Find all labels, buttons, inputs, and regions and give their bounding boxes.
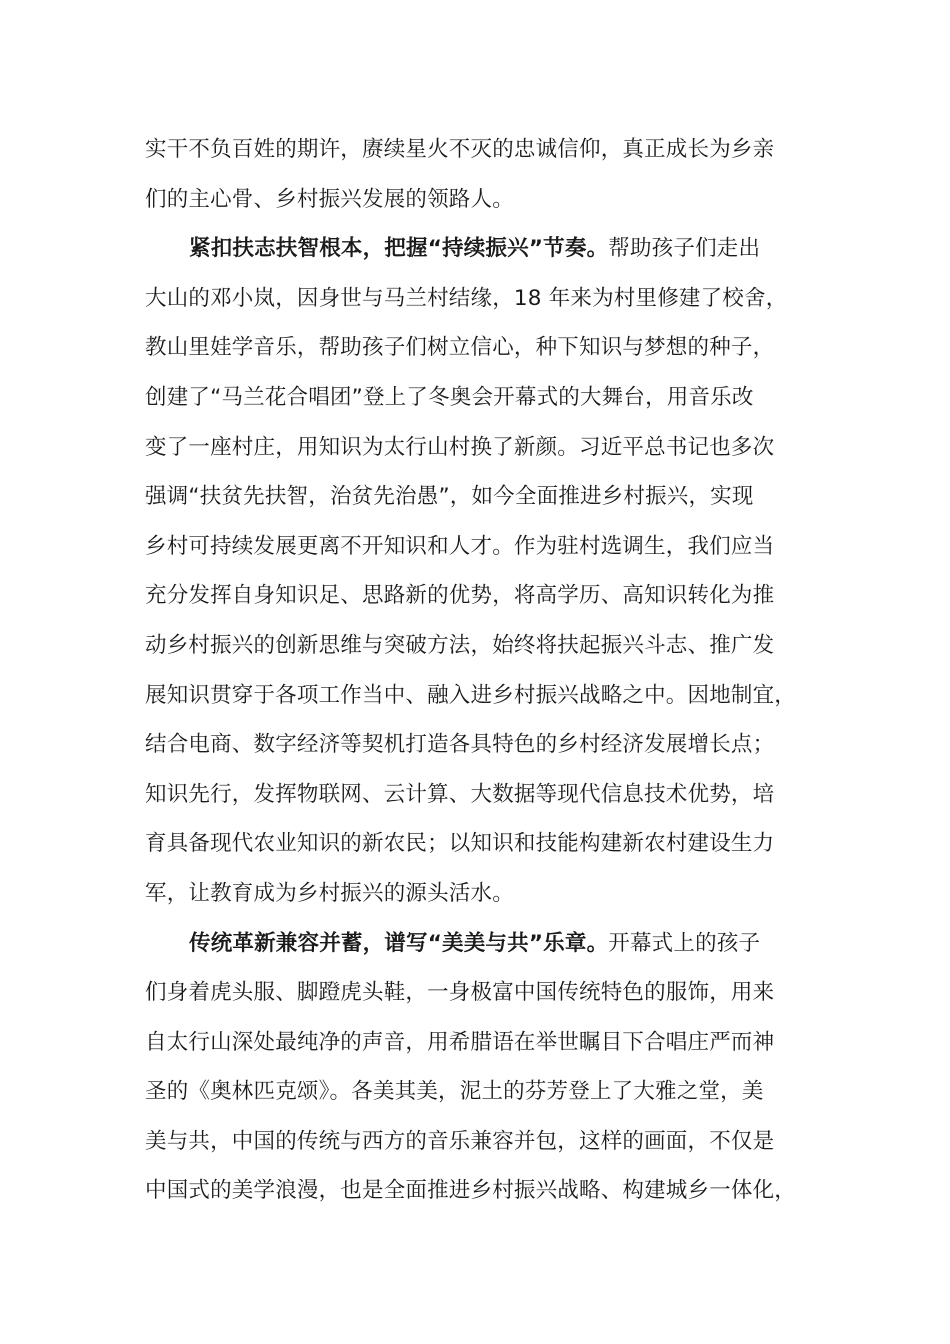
paragraph-3 — [145, 919, 805, 1217]
text-line: 充分发挥自身知识足、思路新的优势，将高学历、高知识转化为推 — [145, 583, 775, 609]
text-span: 帮助孩子们走出 — [608, 236, 761, 262]
text-line: 自太行山深处最纯净的声音，用希腊语在举世瞩目下合唱庄严而神 — [145, 1029, 775, 1055]
paragraph-heading: 传统革新兼容并蓄，谱写“美美与共”乐章。 — [189, 930, 609, 956]
text-line: 创建了“马兰花合唱团”登上了冬奥会开幕式的大舞台，用音乐改 — [145, 384, 754, 410]
text-line: 军，让教育成为乡村振兴的源头活水。 — [145, 880, 514, 906]
text-line — [145, 919, 805, 969]
text-line: 圣的《奥林匹克颂》。各美其美，泥土的芬芳登上了大雅之堂，美 — [145, 1079, 764, 1105]
text-line: 乡村可持续发展更离不开知识和人才。作为驻村选调生，我们应当 — [145, 533, 775, 559]
text-line: 知识先行，发挥物联网、云计算、大数据等现代信息技术优势，培 — [145, 781, 775, 807]
text-line: 们身着虎头服、脚蹬虎头鞋，一身极富中国传统特色的服饰，用来 — [145, 980, 775, 1006]
text-line: 变了一座村庄，用知识为太行山村换了新颜。习近平总书记也多次 — [145, 434, 775, 460]
text-line: 结合电商、数字经济等契机打造各具特色的乡村经济发展增长点； — [145, 732, 775, 758]
text-line: 展知识贯穿于各项工作当中、融入进乡村振兴战略之中。因地制宜， — [145, 682, 797, 708]
text-line: 育具备现代农业知识的新农民；以知识和技能构建新农村建设生力 — [145, 831, 775, 857]
text-line — [145, 224, 805, 274]
text-line: 教山里娃学音乐，帮助孩子们树立信心，种下知识与梦想的种子， — [145, 335, 775, 361]
paragraph-2 — [145, 224, 805, 918]
text-line: 大山的邓小岚，因身世与马兰村结缘，18 年来为村里修建了校舍， — [145, 285, 788, 311]
text-line: 动乡村振兴的创新思维与突破方法，始终将扶起振兴斗志、推广发 — [145, 632, 775, 658]
text-line: 美与共，中国的传统与西方的音乐兼容并包，这样的画面，不仅是 — [145, 1128, 775, 1154]
text-line: 实干不负百姓的期许，赓续星火不灭的忠诚信仰，真正成长为乡亲 — [145, 137, 775, 162]
text-line: 们的主心骨、乡村振兴发展的领路人。 — [145, 186, 514, 212]
document-body — [145, 125, 805, 1216]
text-span: 开幕式上的孩子 — [608, 930, 761, 956]
paragraph-heading: 紧扣扶志扶智根本，把握“持续振兴”节奏。 — [189, 236, 609, 262]
text-line: 中国式的美学浪漫，也是全面推进乡村振兴战略、构建城乡一体化， — [145, 1178, 797, 1204]
paragraph-1 — [145, 125, 805, 224]
text-line: 强调“扶贫先扶智，治贫先治愚”，如今全面推进乡村振兴，实现 — [145, 484, 754, 510]
